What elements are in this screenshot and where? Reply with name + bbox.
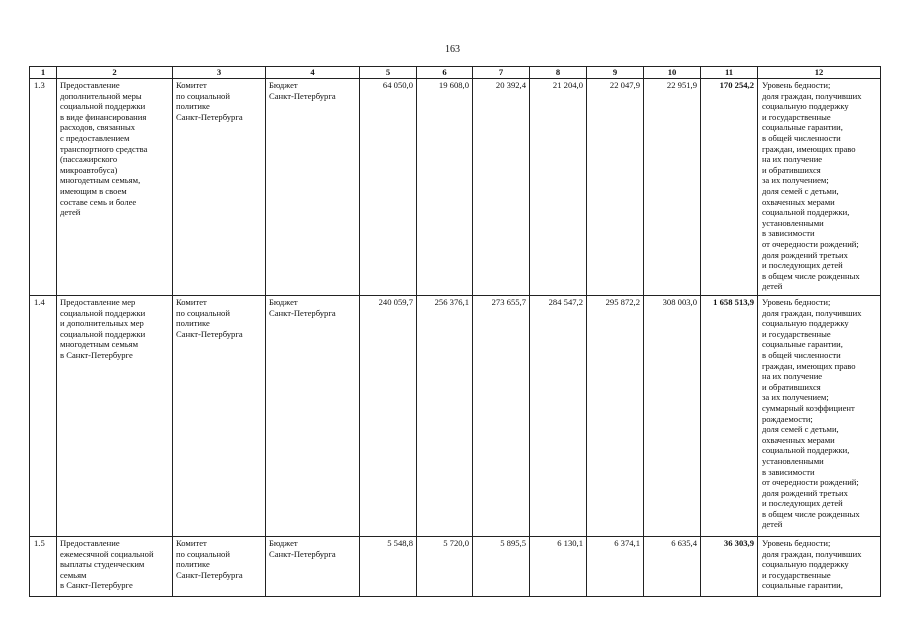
indicator-line: охваченных мерами — [762, 434, 835, 445]
year-value: 256 376,1 — [417, 296, 473, 537]
year-value: 6 130,1 — [530, 537, 587, 597]
col-header: 11 — [701, 67, 758, 79]
year-value: 240 059,7 — [360, 296, 417, 537]
description-line: дополнительной меры — [60, 90, 142, 101]
measure-description — [57, 296, 173, 537]
source-line: Санкт-Петербурга — [269, 307, 336, 318]
page-number: 163 — [445, 44, 460, 55]
executor — [173, 79, 266, 296]
year-value: 19 608,0 — [417, 79, 473, 296]
description-line: ежемесячной социальной — [60, 548, 154, 559]
description-line: Предоставление — [60, 538, 120, 548]
executor-line: Санкт-Петербурга — [176, 569, 243, 580]
executor-line: Санкт-Петербурга — [176, 111, 243, 122]
description-line: в Санкт-Петербурге — [60, 349, 133, 360]
measure-description — [57, 79, 173, 296]
executor-line: по социальной — [176, 307, 230, 318]
executor-line: Комитет — [176, 297, 207, 307]
total-value: 170 254,2 — [701, 79, 758, 296]
year-value: 5 895,5 — [473, 537, 530, 597]
indicator-line: социальной поддержки, — [762, 207, 850, 218]
year-value: 308 003,0 — [644, 296, 701, 537]
executor-line: Комитет — [176, 80, 207, 90]
description-line: имеющим в своем — [60, 185, 127, 196]
col-header: 1 — [30, 67, 57, 79]
indicators — [758, 296, 881, 537]
indicator-line: доля граждан, получивших — [762, 548, 862, 559]
indicator-line: детей — [762, 519, 783, 530]
indicator-line: и государственные — [762, 111, 831, 122]
year-value: 20 392,4 — [473, 79, 530, 296]
description-line: с предоставлением — [60, 132, 130, 143]
indicator-line: на их получение — [762, 154, 823, 165]
indicator-line: доля граждан, получивших — [762, 90, 862, 101]
indicator-line: Уровень бедности; — [762, 297, 831, 307]
year-value: 295 872,2 — [587, 296, 644, 537]
indicator-line: в общем числе рожденных — [762, 270, 860, 281]
description-line: многодетным семьям, — [60, 175, 141, 186]
indicator-line: граждан, имеющих право — [762, 360, 856, 371]
row-number: 1.4 — [30, 296, 57, 537]
description-line: в виде финансирования — [60, 111, 147, 122]
description-line: семьям — [60, 569, 87, 580]
executor — [173, 296, 266, 537]
indicator-line: установленными — [762, 455, 824, 466]
source-line: Санкт-Петербурга — [269, 548, 336, 559]
description-line: социальной поддержки — [60, 101, 146, 112]
indicator-line: и последующих детей — [762, 498, 843, 509]
indicator-line: доля семей с детьми, — [762, 185, 839, 196]
indicator-line: рождаемости; — [762, 413, 813, 424]
source-line: Бюджет — [269, 538, 298, 548]
col-header: 12 — [758, 67, 881, 79]
indicator-line: от очередности рождений; — [762, 477, 859, 488]
col-header: 10 — [644, 67, 701, 79]
indicator-line: Уровень бедности; — [762, 538, 831, 548]
indicator-line: детей — [762, 281, 783, 292]
description-line: детей — [60, 207, 81, 218]
indicator-line: в зависимости — [762, 228, 815, 239]
row-number: 1.5 — [30, 537, 57, 597]
col-header: 9 — [587, 67, 644, 79]
year-value: 5 548,8 — [360, 537, 417, 597]
indicator-line: социальную поддержку — [762, 318, 849, 329]
indicator-line: социальную поддержку — [762, 101, 849, 112]
source-line: Санкт-Петербурга — [269, 90, 336, 101]
description-line: микроавтобуса) — [60, 164, 118, 175]
indicator-line: за их получением; — [762, 175, 829, 186]
indicator-line: в общей численности — [762, 349, 841, 360]
executor-line: политике — [176, 101, 210, 112]
year-value: 273 655,7 — [473, 296, 530, 537]
col-header: 5 — [360, 67, 417, 79]
description-line: (пассажирского — [60, 154, 118, 165]
description-line: социальной поддержки — [60, 328, 146, 339]
indicator-line: и государственные — [762, 328, 831, 339]
col-header: 3 — [173, 67, 266, 79]
indicators — [758, 79, 881, 296]
indicator-line: на их получение — [762, 371, 823, 382]
executor-line: Комитет — [176, 538, 207, 548]
description-line: составе семь и более — [60, 196, 137, 207]
funding-source — [266, 537, 360, 597]
description-line: социальной поддержки — [60, 307, 146, 318]
description-line: и дополнительных мер — [60, 318, 144, 329]
year-value: 6 635,4 — [644, 537, 701, 597]
description-line: расходов, связанных — [60, 122, 136, 133]
indicator-line: доля граждан, получивших — [762, 307, 862, 318]
table-row — [30, 79, 881, 296]
executor-line: политике — [176, 559, 210, 570]
indicator-line: социальные гарантии, — [762, 122, 843, 133]
indicator-line: социальной поддержки, — [762, 445, 850, 456]
table-row — [30, 537, 881, 597]
indicator-line: доля семей с детьми, — [762, 424, 839, 435]
description-line: в Санкт-Петербурге — [60, 580, 133, 591]
year-value: 22 047,9 — [587, 79, 644, 296]
table-row — [30, 296, 881, 537]
indicator-line: в общей численности — [762, 132, 841, 143]
indicator-line: за их получением; — [762, 392, 829, 403]
indicator-line: в общем числе рожденных — [762, 508, 860, 519]
indicator-line: граждан, имеющих право — [762, 143, 856, 154]
executor — [173, 537, 266, 597]
indicators — [758, 537, 881, 597]
indicator-line: социальные гарантии, — [762, 339, 843, 350]
indicator-line: доля рождений третьих — [762, 249, 848, 260]
executor-line: политике — [176, 318, 210, 329]
description-line: транспортного средства — [60, 143, 148, 154]
indicator-line: и обратившихся — [762, 164, 821, 175]
indicator-line: охваченных мерами — [762, 196, 835, 207]
year-value: 64 050,0 — [360, 79, 417, 296]
indicator-line: суммарный коэффициент — [762, 402, 855, 413]
program-table — [29, 66, 881, 597]
year-value: 21 204,0 — [530, 79, 587, 296]
indicator-line: установленными — [762, 217, 824, 228]
measure-description — [57, 537, 173, 597]
executor-line: по социальной — [176, 90, 230, 101]
year-value: 6 374,1 — [587, 537, 644, 597]
description-line: многодетным семьям — [60, 339, 139, 350]
indicator-line: и государственные — [762, 569, 831, 580]
executor-line: по социальной — [176, 548, 230, 559]
executor-line: Санкт-Петербурга — [176, 328, 243, 339]
source-line: Бюджет — [269, 80, 298, 90]
indicator-line: социальную поддержку — [762, 559, 849, 570]
row-number: 1.3 — [30, 79, 57, 296]
indicator-line: доля рождений третьих — [762, 487, 848, 498]
indicator-line: в зависимости — [762, 466, 815, 477]
indicator-line: Уровень бедности; — [762, 80, 831, 90]
col-header: 2 — [57, 67, 173, 79]
description-line: Предоставление мер — [60, 297, 136, 307]
year-value: 284 547,2 — [530, 296, 587, 537]
year-value: 22 951,9 — [644, 79, 701, 296]
total-value: 1 658 513,9 — [701, 296, 758, 537]
col-header: 7 — [473, 67, 530, 79]
year-value: 5 720,0 — [417, 537, 473, 597]
col-header: 8 — [530, 67, 587, 79]
source-line: Бюджет — [269, 297, 298, 307]
total-value: 36 303,9 — [701, 537, 758, 597]
col-header: 6 — [417, 67, 473, 79]
indicator-line: и обратившихся — [762, 381, 821, 392]
description-line: Предоставление — [60, 80, 120, 90]
header-row — [30, 67, 881, 79]
funding-source — [266, 296, 360, 537]
indicator-line: от очередности рождений; — [762, 238, 859, 249]
funding-source — [266, 79, 360, 296]
indicator-line: и последующих детей — [762, 260, 843, 271]
indicator-line: социальные гарантии, — [762, 580, 843, 591]
description-line: выплаты студенческим — [60, 559, 145, 570]
col-header: 4 — [266, 67, 360, 79]
